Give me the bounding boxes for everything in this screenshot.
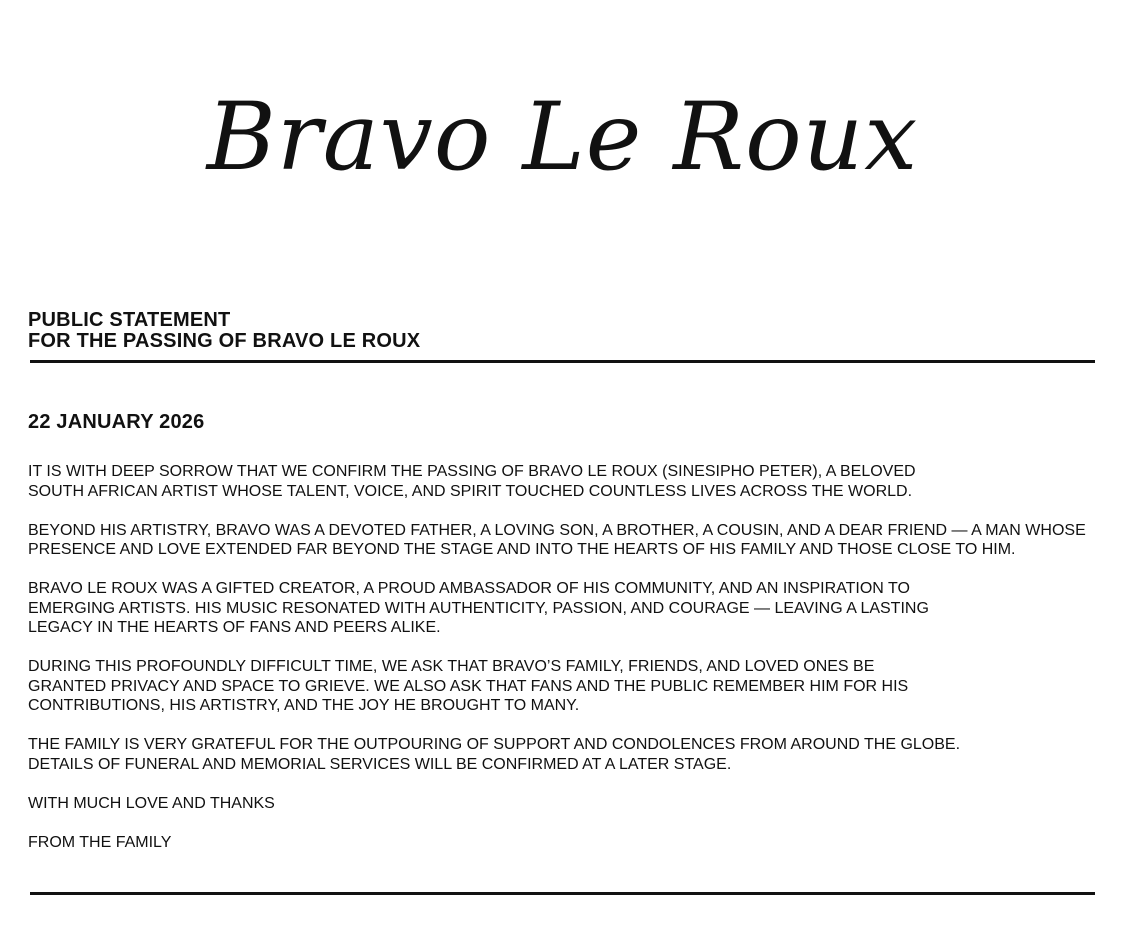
paragraph-1 xyxy=(28,462,1118,501)
paragraph-line: LEGACY IN THE HEARTS OF FANS AND PEERS ALIKE. xyxy=(28,619,441,636)
paragraph-line: EMERGING ARTISTS. HIS MUSIC RESONATED WITH AUTHENTICITY, PASSION, AND COURAGE — LEAVING A LASTING xyxy=(28,599,929,617)
paragraph-line: GRANTED PRIVACY AND SPACE TO GRIEVE. WE ALSO ASK THAT FANS AND THE PUBLIC REMEMBER HIM FOR HIS xyxy=(28,677,909,695)
paragraph-3 xyxy=(28,579,1118,638)
paragraph-line: IT IS WITH DEEP SORROW THAT WE CONFIRM THE PASSING OF BRAVO LE ROUX (SINESIPHO PETER), A BELOVED xyxy=(28,463,916,480)
closing-line: WITH MUCH LOVE AND THANKS xyxy=(28,794,275,812)
paragraph-line: DURING THIS PROFOUNDLY DIFFICULT TIME, WE ASK THAT BRAVO’S FAMILY, FRIENDS, AND LOVED ONES BE xyxy=(28,658,875,675)
signature-line: FROM THE FAMILY xyxy=(28,833,172,851)
bottom-divider xyxy=(30,892,1095,895)
top-divider xyxy=(30,360,1095,363)
paragraph-line: BEYOND HIS ARTISTRY, BRAVO WAS A DEVOTED FATHER, A LOVING SON, A BROTHER, A COUSIN, AND A DEAR FRIEND — A MAN WHOSE xyxy=(28,521,1086,539)
heading-line-2: FOR THE PASSING OF BRAVO LE ROUX xyxy=(28,330,421,352)
statement-body xyxy=(28,462,1118,872)
paragraph-line: PRESENCE AND LOVE EXTENDED FAR BEYOND THE STAGE AND INTO THE HEARTS OF HIS FAMILY AND THOSE CLOSE TO HIM. xyxy=(28,541,1016,558)
paragraph-line: THE FAMILY IS VERY GRATEFUL FOR THE OUTPOURING OF SUPPORT AND CONDOLENCES FROM AROUND THE GLOBE. xyxy=(28,736,961,753)
logo-wordmark: Bravo Le Roux xyxy=(206,83,919,192)
heading-line-1: PUBLIC STATEMENT xyxy=(28,309,231,331)
paragraph-line: BRAVO LE ROUX WAS A GIFTED CREATOR, A PROUD AMBASSADOR OF HIS COMMUNITY, AND AN INSPIRATION TO xyxy=(28,580,910,597)
paragraph-line: CONTRIBUTIONS, HIS ARTISTRY, AND THE JOY HE BROUGHT TO MANY. xyxy=(28,697,580,714)
paragraph-line: DETAILS OF FUNERAL AND MEMORIAL SERVICES WILL BE CONFIRMED AT A LATER STAGE. xyxy=(28,755,732,773)
paragraph-4 xyxy=(28,657,1118,716)
statement-date: 22 JANUARY 2026 xyxy=(28,411,205,433)
paragraph-2 xyxy=(28,521,1118,560)
paragraph-5 xyxy=(28,735,1118,774)
paragraph-line: SOUTH AFRICAN ARTIST WHOSE TALENT, VOICE, AND SPIRIT TOUCHED COUNTLESS LIVES ACROSS THE WORLD. xyxy=(28,482,913,500)
statement-heading xyxy=(28,310,420,352)
